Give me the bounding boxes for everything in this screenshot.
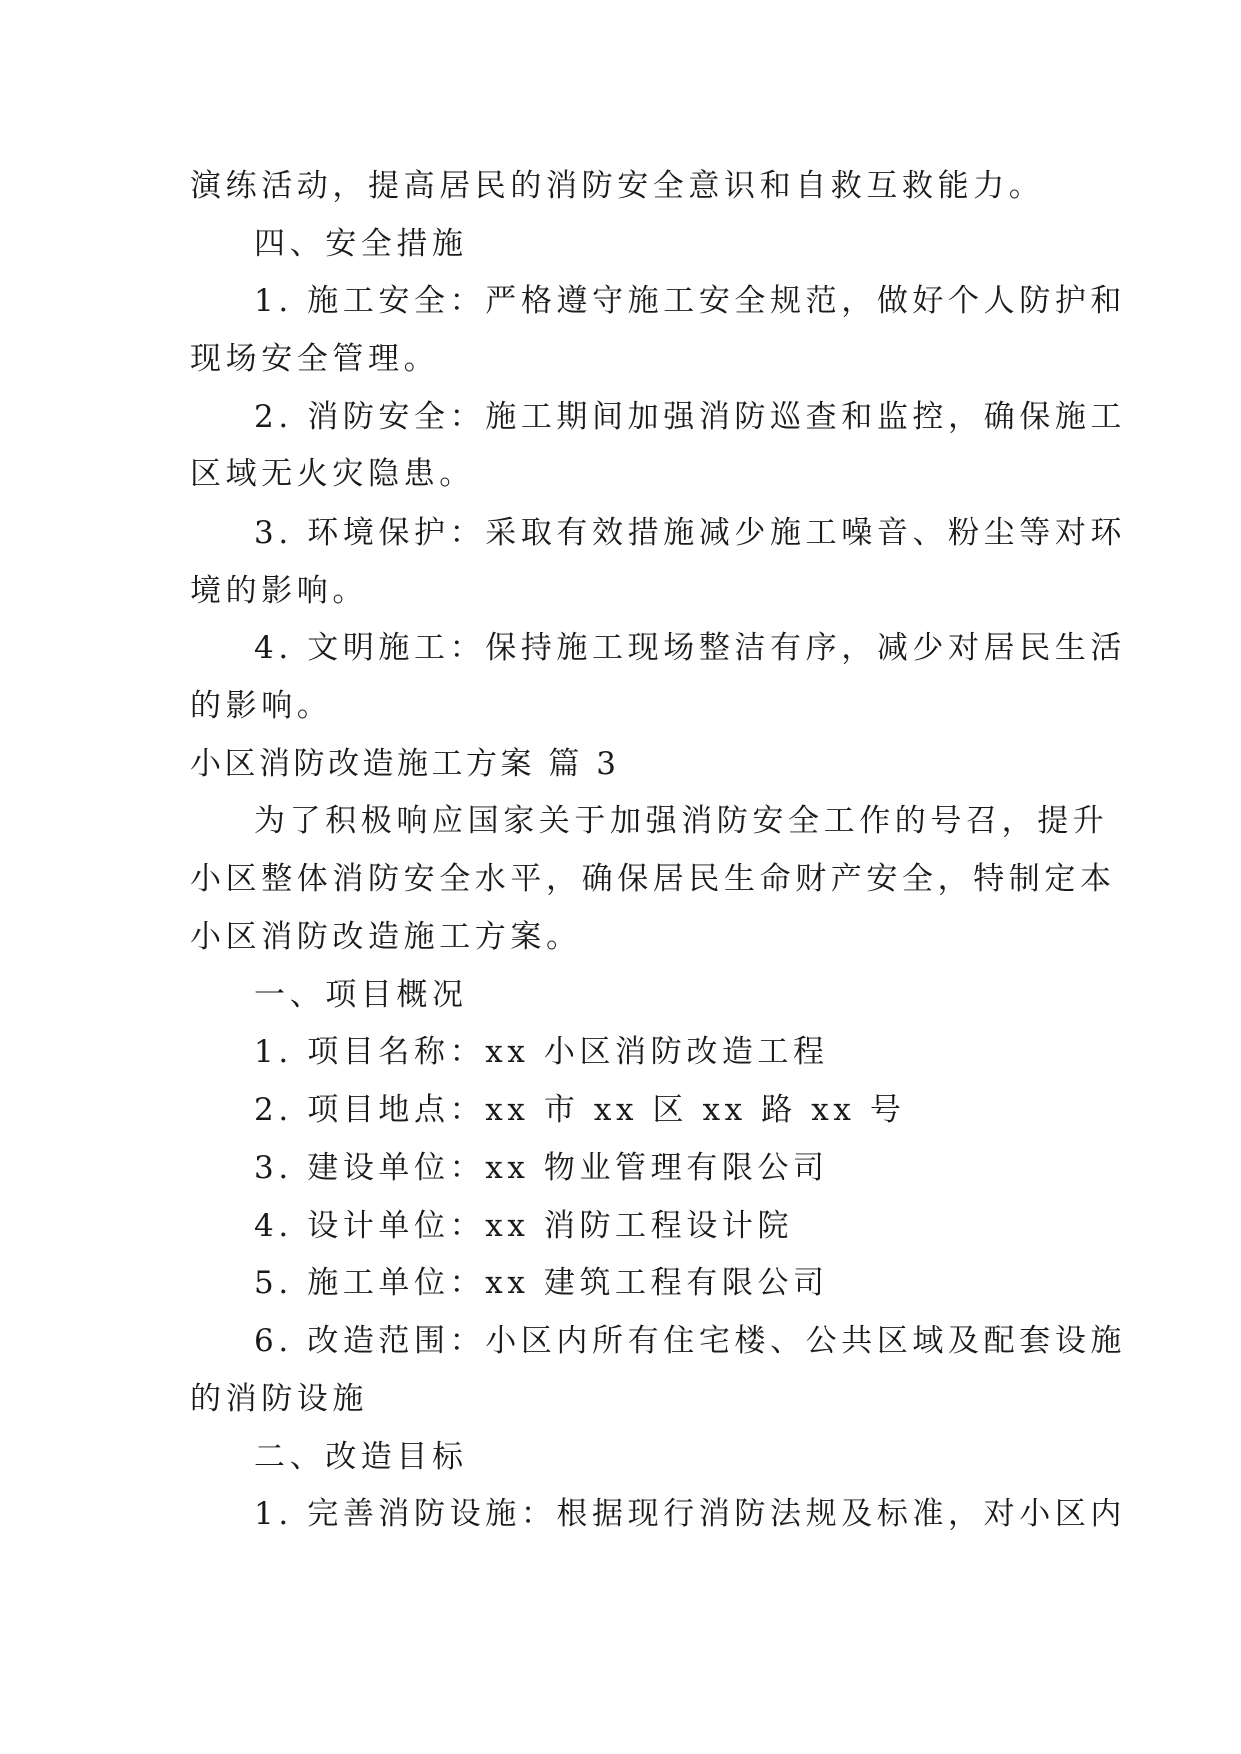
list-item: 1. 完善消防设施：根据现行消防法规及标准，对小区内 xyxy=(254,1496,1127,1532)
list-item: 1. 项目名称：xx 小区消防改造工程 xyxy=(254,1034,829,1070)
article-title: 小区消防改造施工方案 篇 3 xyxy=(190,746,620,782)
paragraph-line: 小区消防改造施工方案。 xyxy=(190,919,582,955)
paragraph-line: 小区整体消防安全水平，确保居民生命财产安全，特制定本 xyxy=(190,861,1116,897)
list-item: 2. 消防安全：施工期间加强消防巡查和监控，确保施工 xyxy=(254,399,1127,435)
list-item: 4. 文明施工：保持施工现场整洁有序，减少对居民生活 xyxy=(254,630,1127,666)
list-item: 3. 建设单位：xx 物业管理有限公司 xyxy=(254,1150,829,1186)
list-item: 6. 改造范围：小区内所有住宅楼、公共区域及配套设施 xyxy=(254,1323,1127,1359)
list-item-continuation: 区域无火灾隐患。 xyxy=(190,456,475,492)
list-item: 2. 项目地点：xx 市 xx 区 xx 路 xx 号 xyxy=(254,1092,906,1128)
list-item: 4. 设计单位：xx 消防工程设计院 xyxy=(254,1208,794,1244)
paragraph-line: 演练活动，提高居民的消防安全意识和自救互救能力。 xyxy=(190,168,1045,204)
list-item-continuation: 境的影响。 xyxy=(190,573,368,609)
list-item-continuation: 的消防设施 xyxy=(190,1381,368,1417)
list-item: 5. 施工单位：xx 建筑工程有限公司 xyxy=(254,1265,829,1301)
list-item: 3. 环境保护：采取有效措施减少施工噪音、粉尘等对环 xyxy=(254,515,1127,551)
list-item-continuation: 的影响。 xyxy=(190,688,333,724)
list-item-continuation: 现场安全管理。 xyxy=(190,341,440,377)
list-item: 1. 施工安全：严格遵守施工安全规范，做好个人防护和 xyxy=(254,283,1127,319)
section-heading: 四、安全措施 xyxy=(254,226,468,262)
section-heading: 一、项目概况 xyxy=(254,977,468,1013)
section-heading: 二、改造目标 xyxy=(254,1439,468,1475)
paragraph-line: 为了积极响应国家关于加强消防安全工作的号召，提升 xyxy=(254,803,1109,839)
